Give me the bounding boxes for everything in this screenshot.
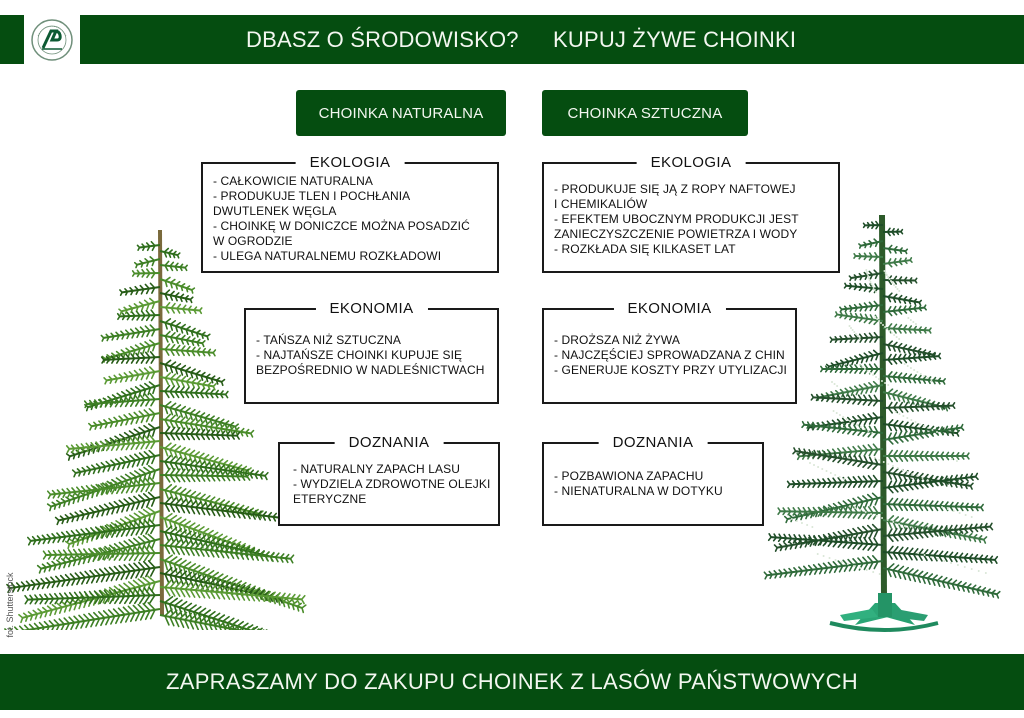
box-title: EKOLOGIA — [296, 153, 405, 173]
box-title: EKONOMIA — [613, 299, 725, 319]
list-item: - CHOINKĘ W DONICZCE MOŻNA POSADZIĆ W OGRODZIE — [213, 219, 470, 248]
natural-economy-list — [256, 333, 484, 378]
footer-text: ZAPRASZAMY DO ZAKUPU CHOINEK Z LASÓW PAŃSTWOWYCH — [166, 669, 858, 694]
box-title: DOZNANIA — [599, 433, 708, 453]
logo-emblem-icon — [30, 18, 74, 62]
list-item: - NIENATURALNA W DOTYKU — [554, 484, 723, 498]
box-title: EKOLOGIA — [637, 153, 746, 173]
natural-ecology-box — [201, 154, 499, 273]
natural-senses-list — [293, 462, 490, 507]
column-label-natural: CHOINKA NATURALNA — [296, 90, 506, 136]
artificial-senses-list — [554, 469, 723, 499]
natural-ecology-list — [213, 174, 470, 264]
list-item: - ROZKŁADA SIĘ KILKASET LAT — [554, 242, 736, 256]
natural-economy-box — [244, 300, 499, 404]
list-item: - CAŁKOWICIE NATURALNA — [213, 174, 373, 188]
artificial-economy-box — [542, 300, 797, 404]
natural-senses-box — [278, 434, 500, 526]
header-title-right: KUPUJ ŻYWE CHOINKI — [553, 27, 797, 52]
header-accent-block — [0, 15, 24, 64]
box-title: DOZNANIA — [335, 433, 444, 453]
list-item: - NATURALNY ZAPACH LASU — [293, 462, 461, 476]
artificial-ecology-box — [542, 154, 840, 273]
box-title: EKONOMIA — [315, 299, 427, 319]
list-item: - DROŻSZA NIŻ ŻYWA — [554, 333, 681, 347]
lasy-panstwowe-logo — [24, 15, 80, 64]
artificial-senses-box — [542, 434, 764, 526]
list-item: - TAŃSZA NIŻ SZTUCZNA — [256, 333, 401, 347]
natural-tree-image — [2, 225, 332, 630]
list-item: - PRODUKUJE SIĘ JĄ Z ROPY NAFTOWEJ I CHEMIKALIÓW — [554, 182, 796, 211]
list-item: - ULEGA NATURALNEMU ROZKŁADOWI — [213, 249, 442, 263]
footer-banner — [0, 654, 1024, 710]
list-item: - NAJTAŃSZE CHOINKI KUPUJE SIĘ BEZPOŚREDNIO W NADLEŚNICTWACH — [256, 348, 485, 377]
list-item: - EFEKTEM UBOCZNYM PRODUKCJI JEST ZANIECZYSZCZENIE POWIETRZA I WODY — [554, 212, 799, 241]
column-label-artificial: CHOINKA SZTUCZNA — [542, 90, 748, 136]
list-item: - POZBAWIONA ZAPACHU — [554, 469, 704, 483]
artificial-economy-list — [554, 333, 787, 378]
artificial-ecology-list — [554, 182, 799, 257]
header-title-left: DBASZ O ŚRODOWISKO? — [246, 27, 519, 52]
list-item: - GENERUJE KOSZTY PRZY UTYLIZACJI — [554, 363, 787, 377]
list-item: - PRODUKUJE TLEN I POCHŁANIA DWUTLENEK WĘGLA — [213, 189, 411, 218]
list-item: - NAJCZĘŚCIEJ SPROWADZANA Z CHIN — [554, 348, 785, 362]
header-bar — [80, 15, 1024, 64]
photo-credit-text: fot. Shutterstock — [5, 572, 15, 638]
tree-stand-icon — [830, 593, 938, 630]
photo-credit — [0, 560, 20, 650]
list-item: - WYDZIELA ZDROWOTNE OLEJKI ETERYCZNE — [293, 477, 491, 506]
